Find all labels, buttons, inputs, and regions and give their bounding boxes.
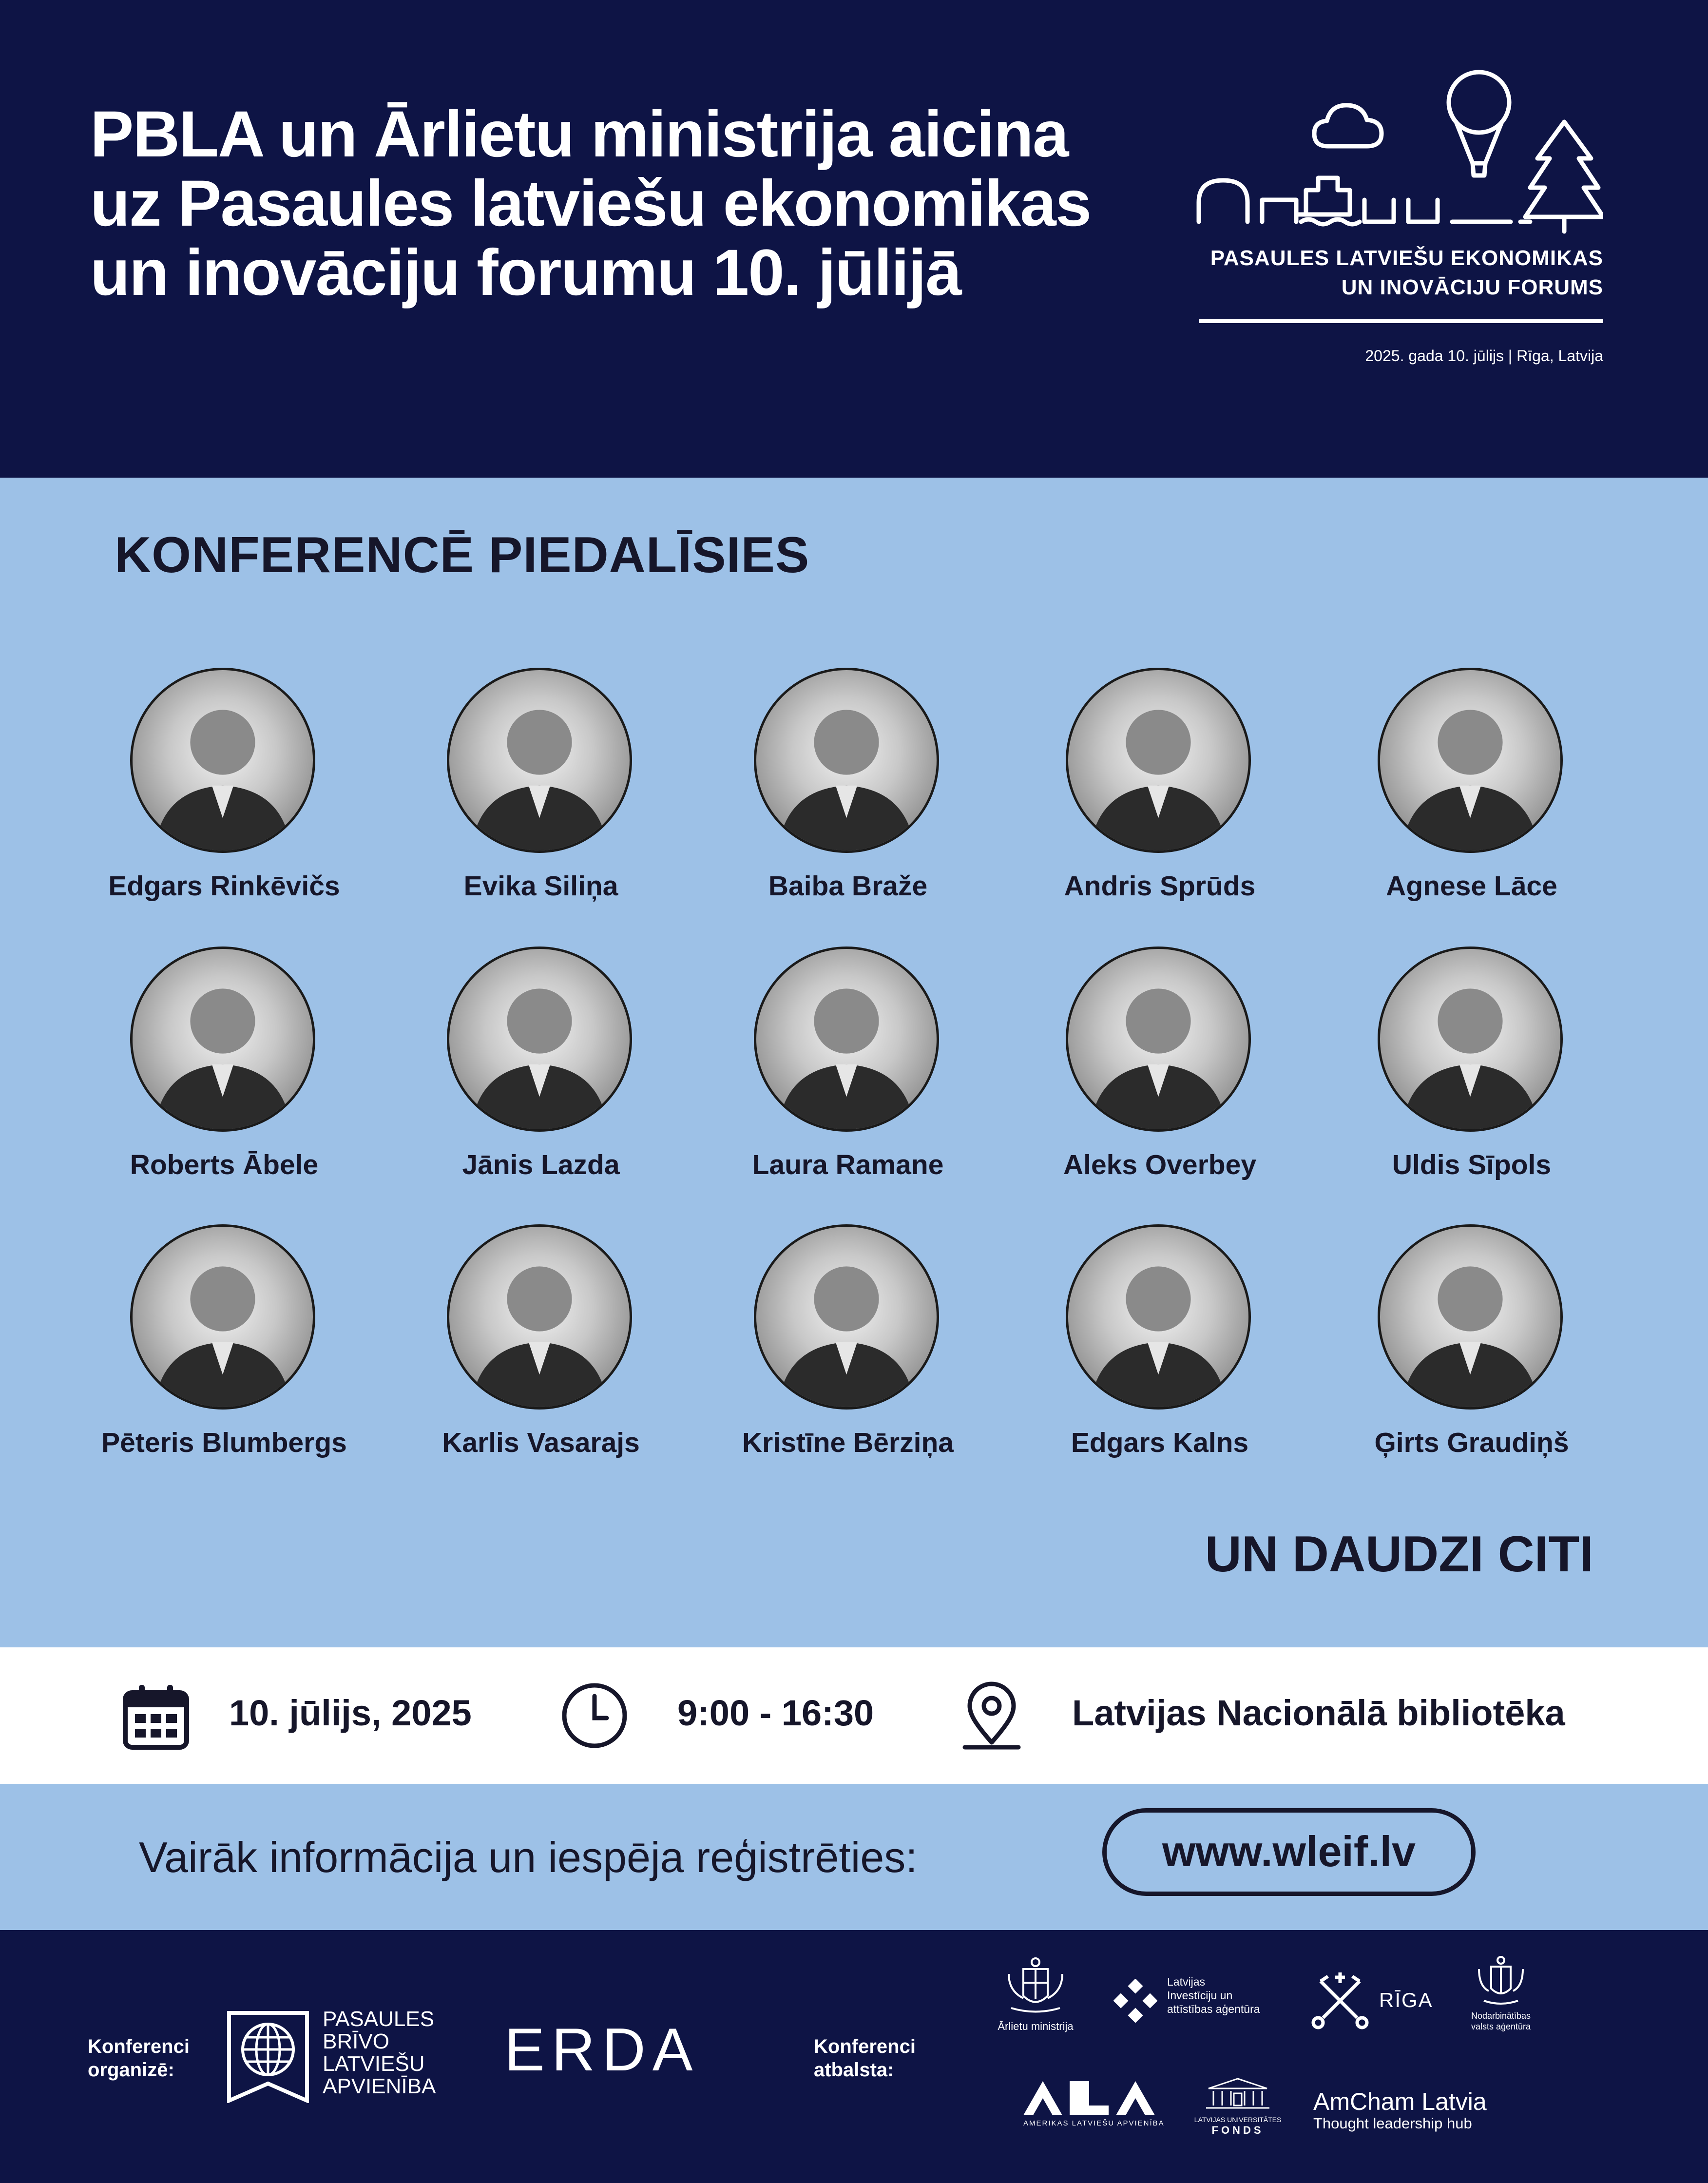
- speaker-portrait: [1378, 1224, 1563, 1410]
- speaker-portrait: [1378, 668, 1563, 853]
- logo-text-line: PASAULES LATVIEŠU EKONOMIKAS: [1210, 246, 1603, 270]
- person-silhouette-icon: [756, 670, 937, 850]
- ala-logo-icon: [1023, 2081, 1155, 2115]
- speaker-portrait: [447, 1224, 632, 1410]
- wordmark-line: LATVIJAS UNIVERSITĀTES: [1194, 2116, 1282, 2124]
- caption-line: Nodarbinātības: [1471, 2011, 1531, 2021]
- title-line: un inovāciju forumu 10. jūlijā: [90, 236, 961, 309]
- logo-divider: [1199, 319, 1603, 323]
- latvia-coat-of-arms-icon: [997, 1954, 1075, 2018]
- header-band: [0, 0, 1708, 478]
- wordmark-line: Thought leadership hub: [1313, 2115, 1472, 2132]
- event-date-place: 2025. gada 10. jūlijs | Rīga, Latvija: [1365, 347, 1603, 365]
- supporters-label: [814, 2035, 916, 2082]
- speaker-portrait: [1066, 1224, 1251, 1410]
- wordmark-line: FONDS: [1211, 2124, 1264, 2136]
- person-silhouette-icon: [1068, 1227, 1248, 1407]
- speaker-portrait: [130, 668, 315, 853]
- wordmark-line: APVIENĪBA: [323, 2074, 436, 2098]
- person-silhouette-icon: [1068, 949, 1248, 1129]
- speaker-name: Evika Siliņa: [463, 870, 618, 902]
- person-silhouette-icon: [133, 1227, 313, 1407]
- speaker-portrait: [1066, 668, 1251, 853]
- wordmark-line: AmCham Latvia: [1313, 2088, 1487, 2115]
- erda-logo: ERDA: [504, 2016, 700, 2084]
- speaker-card: [711, 947, 984, 1200]
- person-silhouette-icon: [1380, 1227, 1560, 1407]
- registration-prompt: Vairāk informācija un iespēja reģistrēties:: [139, 1833, 918, 1881]
- ala-caption: AMERIKAS LATVIEŠU APVIENĪBA: [1023, 2119, 1165, 2127]
- speaker-card: [88, 668, 361, 921]
- speaker-card: [88, 947, 361, 1200]
- page-title: [90, 100, 1138, 308]
- caption-line: valsts aģentūra: [1471, 2022, 1531, 2031]
- wordmark-line: attīstības aģentūra: [1167, 2003, 1260, 2015]
- speaker-portrait: [447, 668, 632, 853]
- speaker-card: [404, 947, 677, 1200]
- speaker-name: Kristīne Bērziņa: [742, 1427, 954, 1458]
- amcham-wordmark: [1313, 2088, 1487, 2132]
- website-link-button[interactable]: www.wleif.lv: [1102, 1808, 1476, 1896]
- pbla-wordmark: [323, 2008, 436, 2098]
- speaker-portrait: [1378, 947, 1563, 1132]
- lu-fonds-wordmark: [1182, 2114, 1294, 2136]
- event-time: 9:00 - 16:30: [677, 1693, 874, 1733]
- speakers-section: [0, 478, 1708, 1647]
- speaker-portrait: [447, 947, 632, 1132]
- speaker-name: Laura Ramane: [752, 1149, 944, 1180]
- speaker-card: [1335, 668, 1608, 921]
- organizers-label: [88, 2035, 190, 2082]
- speaker-name: Edgars Kalns: [1071, 1427, 1249, 1458]
- speaker-portrait: [754, 947, 939, 1132]
- calendar-icon: [119, 1679, 192, 1752]
- label-line: Konferenci: [88, 2036, 190, 2057]
- speaker-name: Ģirts Graudiņš: [1374, 1427, 1569, 1458]
- title-line: PBLA un Ārlietu ministrija aicina: [90, 98, 1068, 171]
- speaker-portrait: [754, 1224, 939, 1410]
- person-silhouette-icon: [1380, 949, 1560, 1129]
- location-pin-icon: [955, 1679, 1028, 1752]
- speaker-card: [711, 668, 984, 921]
- person-silhouette-icon: [449, 1227, 630, 1407]
- pbla-globe-logo-icon: [227, 2010, 309, 2103]
- speaker-card: [1335, 947, 1608, 1200]
- riga-crossed-keys-icon: [1311, 1971, 1369, 2030]
- more-speakers-note: UN DAUDZI CITI: [1205, 1526, 1593, 1583]
- person-silhouette-icon: [449, 949, 630, 1129]
- speaker-name: Edgars Rinkēvičs: [108, 870, 340, 902]
- speaker-name: Pēteris Blumbergs: [101, 1427, 347, 1458]
- label-line: Konferenci: [814, 2036, 916, 2057]
- person-silhouette-icon: [756, 949, 937, 1129]
- speaker-name: Uldis Sīpols: [1392, 1149, 1552, 1180]
- event-info-bar: [0, 1647, 1708, 1784]
- person-silhouette-icon: [133, 949, 313, 1129]
- speaker-name: Jānis Lazda: [462, 1149, 620, 1180]
- mfa-caption: Ārlietu ministrija: [998, 2020, 1074, 2032]
- event-venue: Latvijas Nacionālā bibliotēka: [1072, 1693, 1565, 1733]
- speaker-card: [711, 1224, 984, 1478]
- speaker-portrait: [130, 947, 315, 1132]
- forum-logo: [1189, 54, 1603, 375]
- speaker-card: [1335, 1224, 1608, 1478]
- speaker-card: [404, 668, 677, 921]
- label-line: atbalsta:: [814, 2059, 894, 2081]
- liaa-wordmark: [1167, 1975, 1260, 2016]
- nva-emblem-icon: [1472, 1954, 1530, 2008]
- person-silhouette-icon: [133, 670, 313, 850]
- wordmark-line: PASAULES: [323, 2007, 435, 2031]
- clock-icon: [558, 1679, 631, 1752]
- registration-bar: [0, 1784, 1708, 1930]
- speaker-portrait: [754, 668, 939, 853]
- speaker-card: [1023, 668, 1296, 921]
- speaker-name: Baiba Braže: [768, 870, 928, 902]
- speaker-card: [404, 1224, 677, 1478]
- wordmark-line: Latvijas: [1167, 1975, 1205, 1988]
- speaker-card: [1023, 947, 1296, 1200]
- event-date: 10. jūlijs, 2025: [229, 1693, 472, 1733]
- speaker-name: Aleks Overbey: [1063, 1149, 1257, 1180]
- speaker-name: Andris Sprūds: [1064, 870, 1256, 902]
- person-silhouette-icon: [756, 1227, 937, 1407]
- liaa-logo-icon: [1113, 1979, 1157, 2023]
- title-line: uz Pasaules latviešu ekonomikas: [90, 167, 1091, 240]
- person-silhouette-icon: [1380, 670, 1560, 850]
- speaker-name: Karlis Vasarajs: [442, 1427, 640, 1458]
- speaker-name: Roberts Ābele: [130, 1149, 319, 1180]
- person-silhouette-icon: [449, 670, 630, 850]
- person-silhouette-icon: [1068, 670, 1248, 850]
- nva-caption: [1457, 2010, 1545, 2032]
- speaker-portrait: [1066, 947, 1251, 1132]
- logo-text-line: UN INOVĀCIJU FORUMS: [1341, 275, 1603, 299]
- speaker-card: [1023, 1224, 1296, 1478]
- wordmark-line: Investīciju un: [1167, 1989, 1233, 2002]
- wordmark-line: LATVIEŠU: [323, 2052, 425, 2076]
- section-heading: KONFERENCĒ PIEDALĪSIES: [115, 527, 810, 583]
- footer-partners: [0, 1930, 1708, 2183]
- speaker-card: [88, 1224, 361, 1478]
- label-line: organizē:: [88, 2059, 174, 2081]
- lu-fonds-building-icon: [1204, 2076, 1272, 2110]
- speaker-name: Agnese Lāce: [1386, 870, 1557, 902]
- wordmark-line: BRĪVO: [323, 2029, 389, 2053]
- riga-wordmark: RĪGA: [1379, 1989, 1433, 2011]
- forum-logo-skyline-icon: [1189, 54, 1603, 239]
- speaker-portrait: [130, 1224, 315, 1410]
